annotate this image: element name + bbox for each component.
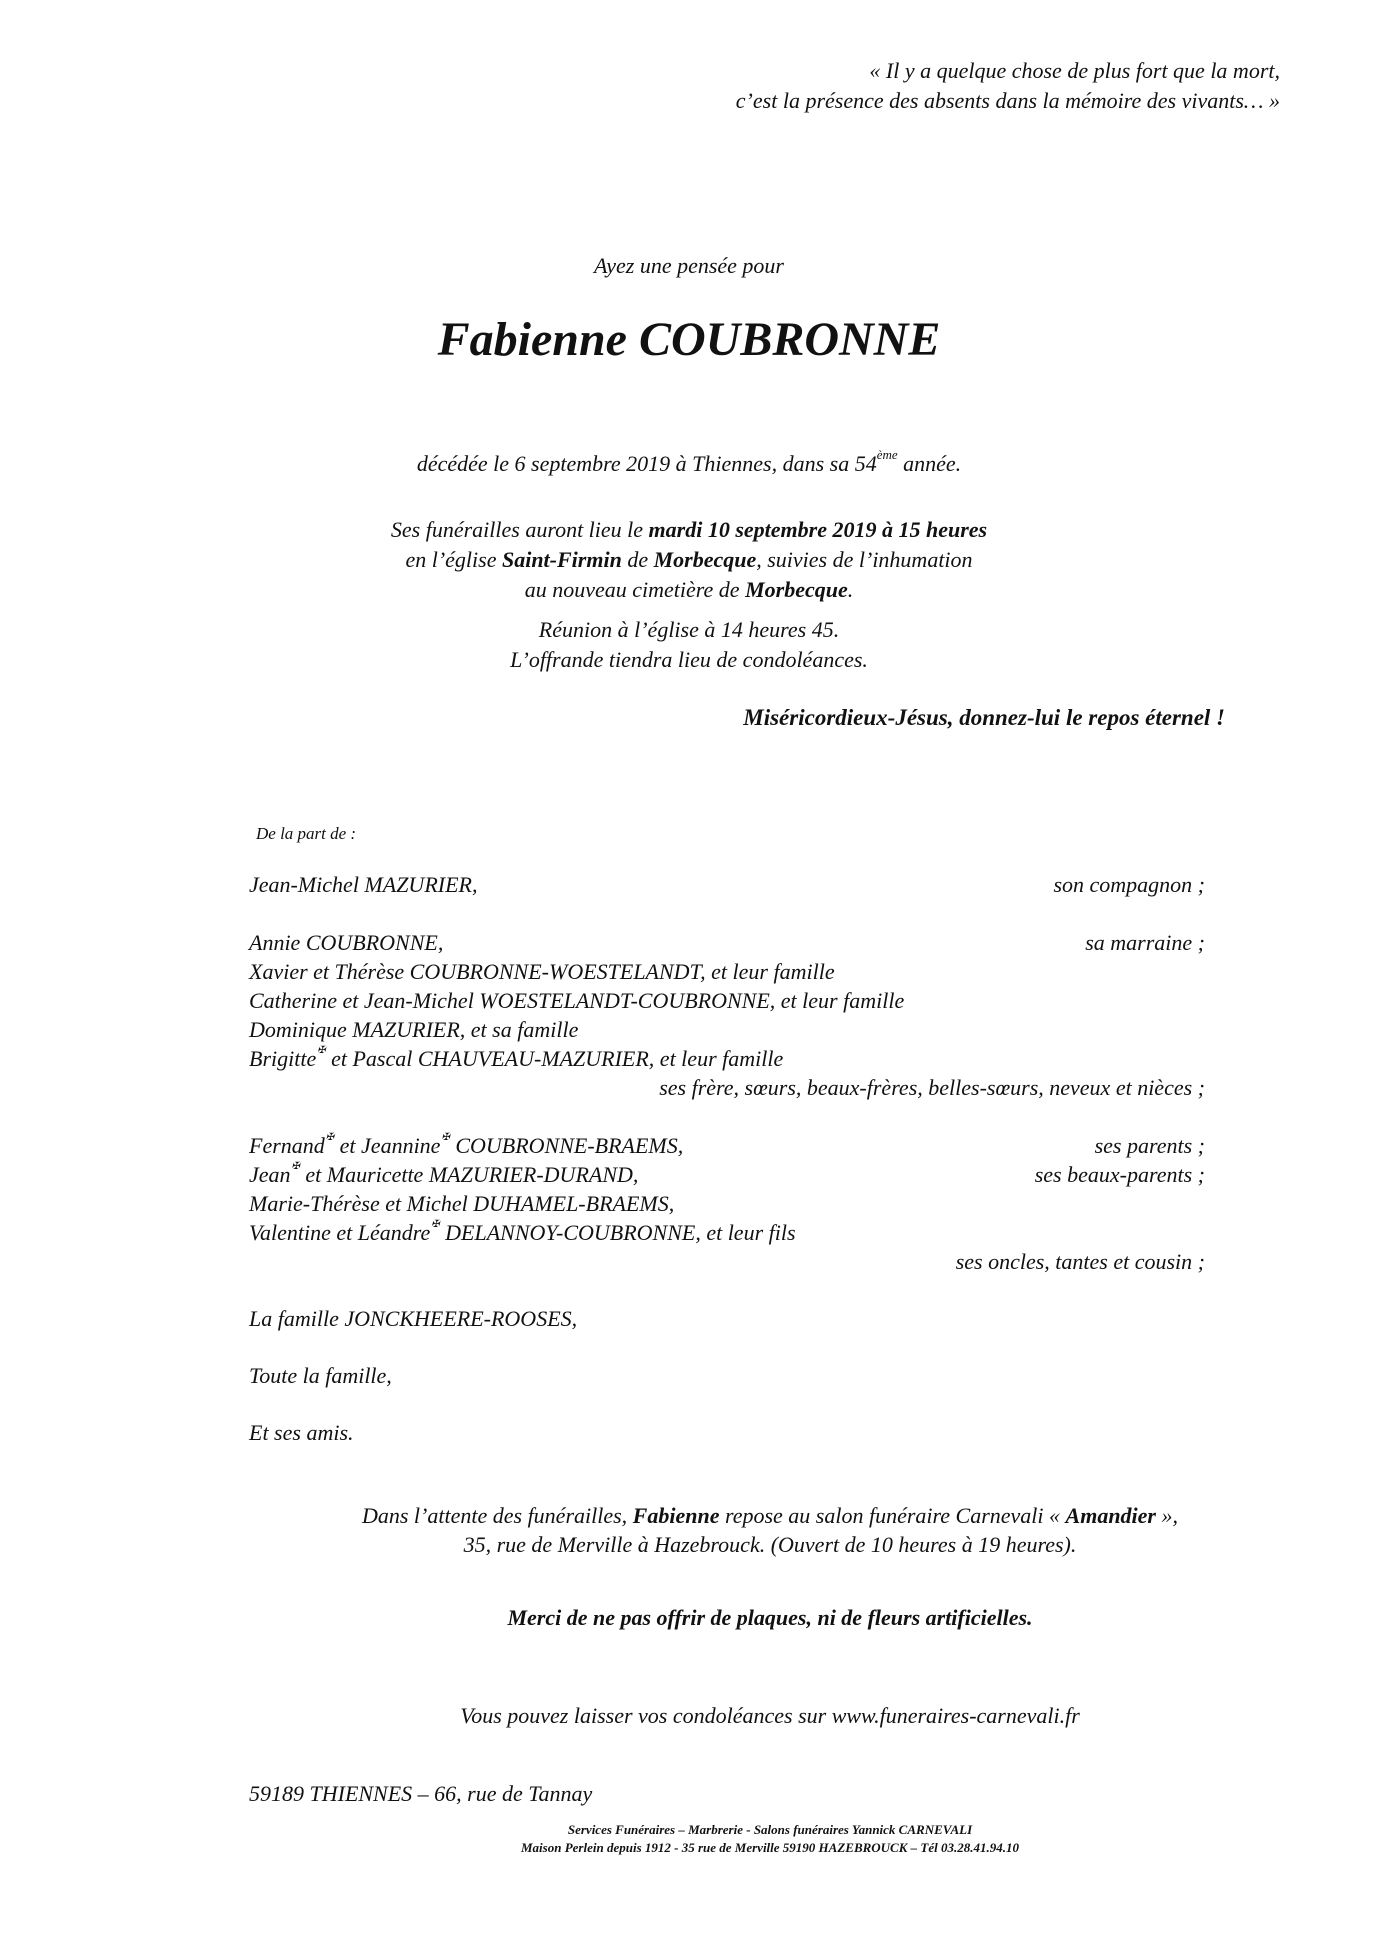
family-role-companion: son compagnon ;	[1053, 872, 1205, 897]
death-ordinal: ème	[876, 447, 898, 462]
visitation-text: repose au salon funéraire Carnevali «	[719, 1503, 1066, 1528]
footer-line-2: Maison Perlein depuis 1912 - 35 rue de Merville 59190 HAZEBROUCK – Tél 03.28.41.94.10	[521, 1840, 1019, 1855]
no-plaques-note: Merci de ne pas offrir de plaques, ni de fleurs artificielles.	[507, 1605, 1033, 1630]
family-text: Jean	[249, 1162, 291, 1187]
funeral-line-1	[0, 515, 1378, 545]
from-label: De la part de :	[256, 824, 357, 843]
cross-icon: ✠	[431, 1219, 440, 1230]
footer-line-1: Services Funéraires – Marbrerie - Salons funéraires Yannick CARNEVALI	[567, 1822, 973, 1837]
funeral-line-2	[0, 545, 1378, 575]
church-name: Saint-Firmin	[501, 547, 622, 572]
prayer-line: Miséricordieux-Jésus, donnez-lui le repos éternel !	[743, 705, 1225, 730]
family-text: et Mauricette MAZURIER-DURAND,	[299, 1162, 639, 1187]
offering-line: L’offrande tiendra lieu de condoléances.	[510, 647, 868, 672]
funeral-l2-text: en l’église	[405, 547, 502, 572]
family-line	[249, 1133, 683, 1159]
visitation-text: Dans l’attente des funérailles,	[361, 1503, 633, 1528]
funeral-l1-text: Ses funérailles auront lieu le	[390, 517, 649, 542]
family-text: Valentine et Léandre	[249, 1220, 431, 1245]
family-role-parents-in-law: ses beaux-parents ;	[1034, 1162, 1205, 1187]
intro-text: Ayez une pensée pour	[594, 253, 784, 278]
family-line: Toute la famille,	[249, 1363, 392, 1388]
visitation-line-1	[0, 1503, 1378, 1529]
deceased-name: Fabienne COUBRONNE	[437, 313, 941, 366]
family-role-parents: ses parents ;	[1094, 1133, 1205, 1158]
funeral-line-3	[0, 575, 1378, 605]
family-role-godmother: sa marraine ;	[1085, 930, 1205, 955]
funeral-l3-end: .	[847, 577, 854, 602]
death-prefix: décédée le 6 septembre 2019 à Thiennes, dans sa 54	[416, 451, 877, 476]
visitation-line-2: 35, rue de Merville à Hazebrouck. (Ouvert de 10 heures à 19 heures).	[463, 1532, 1077, 1557]
family-role-uncles: ses oncles, tantes et cousin ;	[955, 1249, 1205, 1274]
condolences-line: Vous pouvez laisser vos condoléances sur www.funeraires-carnevali.fr	[460, 1703, 1080, 1728]
address-line: 59189 THIENNES – 66, rue de Tannay	[249, 1781, 593, 1806]
funeral-l3-text: au nouveau cimetière de	[524, 577, 746, 602]
salon-name: Amandier	[1065, 1503, 1156, 1528]
funeral-date: mardi 10 septembre 2019 à 15 heures	[648, 517, 988, 542]
meeting-line: Réunion à l’église à 14 heures 45.	[538, 617, 840, 642]
cemetery-town: Morbecque	[745, 577, 848, 602]
family-text: COUBRONNE-BRAEMS,	[449, 1133, 684, 1158]
death-line	[0, 447, 1378, 477]
family-name-companion: Jean-Michel MAZURIER,	[249, 872, 478, 897]
family-line: La famille JONCKHEERE-ROOSES,	[249, 1306, 578, 1331]
family-text: DELANNOY-COUBRONNE, et leur fils	[439, 1220, 796, 1245]
family-role-siblings: ses frère, sœurs, beaux-frères, belles-sœurs, neveux et nièces ;	[659, 1075, 1205, 1100]
family-line: Dominique MAZURIER, et sa famille	[249, 1017, 579, 1042]
church-town: Morbecque	[653, 547, 757, 572]
cross-icon: ✠	[317, 1045, 326, 1056]
cross-icon: ✠	[325, 1132, 335, 1143]
funeral-l2-rest: , suivies de l’inhumation	[756, 547, 973, 572]
funeral-l2-de: de	[621, 547, 654, 572]
family-text: et Pascal CHAUVEAU-MAZURIER, et leur famille	[325, 1046, 784, 1071]
family-name-godmother: Annie COUBRONNE,	[249, 930, 444, 955]
visitation-name: Fabienne	[632, 1503, 720, 1528]
death-suffix: année.	[897, 451, 962, 476]
funeral-block	[0, 515, 1378, 675]
family-text: Brigitte	[249, 1046, 317, 1071]
family-line: Xavier et Thérèse COUBRONNE-WOESTELANDT, et leur famille	[249, 959, 835, 984]
family-line	[249, 1046, 783, 1072]
quote-line-1: « Il y a quelque chose de plus fort que la mort,	[869, 58, 1280, 83]
family-line: Et ses amis.	[249, 1420, 354, 1445]
visitation-text: »,	[1156, 1503, 1178, 1528]
family-line: Catherine et Jean-Michel WOESTELANDT-COUBRONNE, et leur famille	[249, 988, 905, 1013]
family-line	[249, 1220, 796, 1246]
family-text: et Jeannine	[334, 1133, 441, 1158]
quote-line-2: c’est la présence des absents dans la mémoire des vivants… »	[735, 88, 1280, 113]
family-line: Marie-Thérèse et Michel DUHAMEL-BRAEMS,	[249, 1191, 675, 1216]
family-text: Fernand	[249, 1133, 325, 1158]
cross-icon: ✠	[441, 1132, 450, 1143]
family-line	[249, 1162, 638, 1188]
cross-icon: ✠	[291, 1161, 300, 1172]
